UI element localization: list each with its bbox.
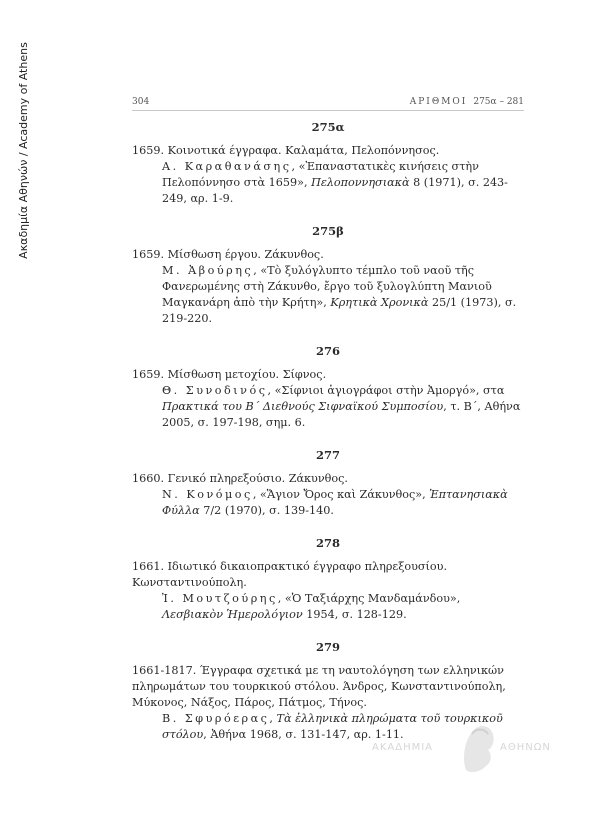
entry-citation bbox=[132, 487, 524, 519]
section-heading: 275β bbox=[312, 224, 344, 238]
academy-watermark bbox=[372, 720, 572, 780]
entry-heading bbox=[132, 247, 524, 263]
entry-author: Ν. Κονόμος bbox=[162, 488, 253, 501]
entry-year: 1659. bbox=[132, 144, 165, 157]
journal-title: Κρητικὰ Χρονικὰ bbox=[330, 296, 429, 309]
athena-head-icon bbox=[458, 720, 498, 776]
citation-details: 25/1 (1973), σ. 219-220. bbox=[162, 296, 517, 325]
side-label-text: Ακαδημία Αθηνών / Academy of Athens bbox=[16, 41, 30, 259]
side-label bbox=[14, 40, 32, 260]
entry-heading bbox=[132, 367, 524, 383]
citation-details: , τ. Β΄, Αθήνα 2005, σ. 197-198, σημ. 6. bbox=[162, 400, 521, 429]
citation-details: , Ἀθήνα 1968, σ. 131-147, αρ. 1-11. bbox=[203, 728, 404, 741]
journal-title: Πελοποννησιακὰ bbox=[311, 176, 410, 189]
entry-year: 1661-1817. bbox=[132, 664, 197, 677]
citation-details: 1954, σ. 128-129. bbox=[302, 608, 407, 621]
entry-author: Ἰ. Μουτζούρης bbox=[162, 592, 278, 605]
bibliography-entry bbox=[132, 143, 524, 207]
entry-author: Β. Σφυρόερας bbox=[162, 712, 270, 725]
bibliography-entry bbox=[132, 559, 524, 623]
entry-description: Κοινοτικά έγγραφα. Καλαμάτα, Πελοπόννησος. bbox=[167, 144, 440, 157]
entry-author: Α. Καραθανάσης bbox=[162, 160, 292, 173]
section-heading: 279 bbox=[315, 640, 340, 654]
entry-heading bbox=[132, 143, 524, 159]
running-title: ΑΡΙΘΜΟΙ bbox=[409, 97, 468, 107]
entry-citation bbox=[132, 263, 524, 327]
bibliography-entry bbox=[132, 247, 524, 327]
journal-title: Τὰ ἑλληνικὰ πληρώματα τοῦ τουρκικοῦ στόλου bbox=[162, 712, 503, 741]
header-rule bbox=[132, 110, 524, 111]
citation-text: , «Ἅγιον Ὄρος καὶ Ζάκυνθος», bbox=[252, 488, 430, 501]
entry-description: Μίσθωση μετοχίου. Σίφνος. bbox=[167, 368, 327, 381]
page-header bbox=[132, 97, 524, 107]
entry-description: Ιδιωτικό δικαιοπρακτικό έγγραφο πληρεξουσίου. Κωνσταντινούπολη. bbox=[132, 560, 448, 589]
citation-text: , «Σίφνιοι ἁγιογράφοι στὴν Ἀμοργό», στα bbox=[267, 384, 505, 397]
running-range: 275α – 281 bbox=[473, 97, 524, 107]
entry-description: Γενικό πληρεξούσιο. Ζάκυνθος. bbox=[167, 472, 348, 485]
section-heading: 276 bbox=[315, 344, 340, 358]
watermark-right: ΑΘΗΝΩΝ bbox=[500, 742, 551, 753]
citation-details: 8 (1971), σ. 243-249, αρ. 1-9. bbox=[162, 176, 508, 205]
journal-title: Πρακτικά του Β΄ Διεθνούς Σιφναϊκού Συμποσίου bbox=[162, 400, 444, 413]
journal-title: Λεσβιακὸν Ἡμερολόγιον bbox=[162, 608, 303, 621]
journal-title: Ἑπτανησιακὰ Φύλλα bbox=[162, 488, 508, 517]
running-head bbox=[410, 97, 524, 107]
entry-description: Έγγραφα σχετικά με τη ναυτολόγηση των ελληνικών πληρωμάτων του τουρκικού στόλου. Άνδρος, Κωνσταντινούπολη, Μύκονος, Νάξος, Πάρος, Πάτμος, Τήνος. bbox=[132, 664, 506, 709]
page-content bbox=[132, 119, 524, 759]
citation-details: 7/2 (1970), σ. 139-140. bbox=[199, 504, 334, 517]
section-heading: 278 bbox=[315, 536, 340, 550]
entry-author: Μ. Ἀβούρης bbox=[162, 264, 254, 277]
entry-year: 1660. bbox=[132, 472, 165, 485]
entry-heading bbox=[132, 663, 524, 711]
entry-citation bbox=[132, 383, 524, 431]
page-number: 304 bbox=[132, 97, 150, 107]
entry-description: Μίσθωση έργου. Ζάκυνθος. bbox=[167, 248, 324, 261]
bibliography-entry bbox=[132, 471, 524, 519]
bibliography-entry bbox=[132, 367, 524, 431]
citation-text: , «Ὁ Ταξιάρχης Μανδαμάνδου», bbox=[277, 592, 461, 605]
entry-year: 1659. bbox=[132, 248, 165, 261]
entry-author: Θ. Συνοδινός bbox=[162, 384, 268, 397]
entry-citation bbox=[132, 591, 524, 623]
citation-text: , «Τὸ ξυλόγλυπτο τέμπλο τοῦ ναοῦ τῆς Φανερωμένης στὴ Ζάκυνθο, ἔργο τοῦ ξυλογλύπτη Μανιοῦ Μαγκανάρη ἀπὸ τὴν Κρήτη», bbox=[162, 264, 492, 309]
entry-year: 1659. bbox=[132, 368, 165, 381]
section-heading: 277 bbox=[315, 448, 340, 462]
section-heading: 275α bbox=[311, 120, 345, 134]
entry-citation bbox=[132, 159, 524, 207]
citation-text: , bbox=[269, 712, 277, 725]
entry-heading bbox=[132, 471, 524, 487]
watermark-left: ΑΚΑΔΗΜΙΑ bbox=[372, 742, 434, 753]
entry-year: 1661. bbox=[132, 560, 165, 573]
entry-heading bbox=[132, 559, 524, 591]
citation-text: , «Ἐπαναστατικὲς κινήσεις στὴν Πελοπόννησο στὰ 1659», bbox=[162, 160, 479, 189]
